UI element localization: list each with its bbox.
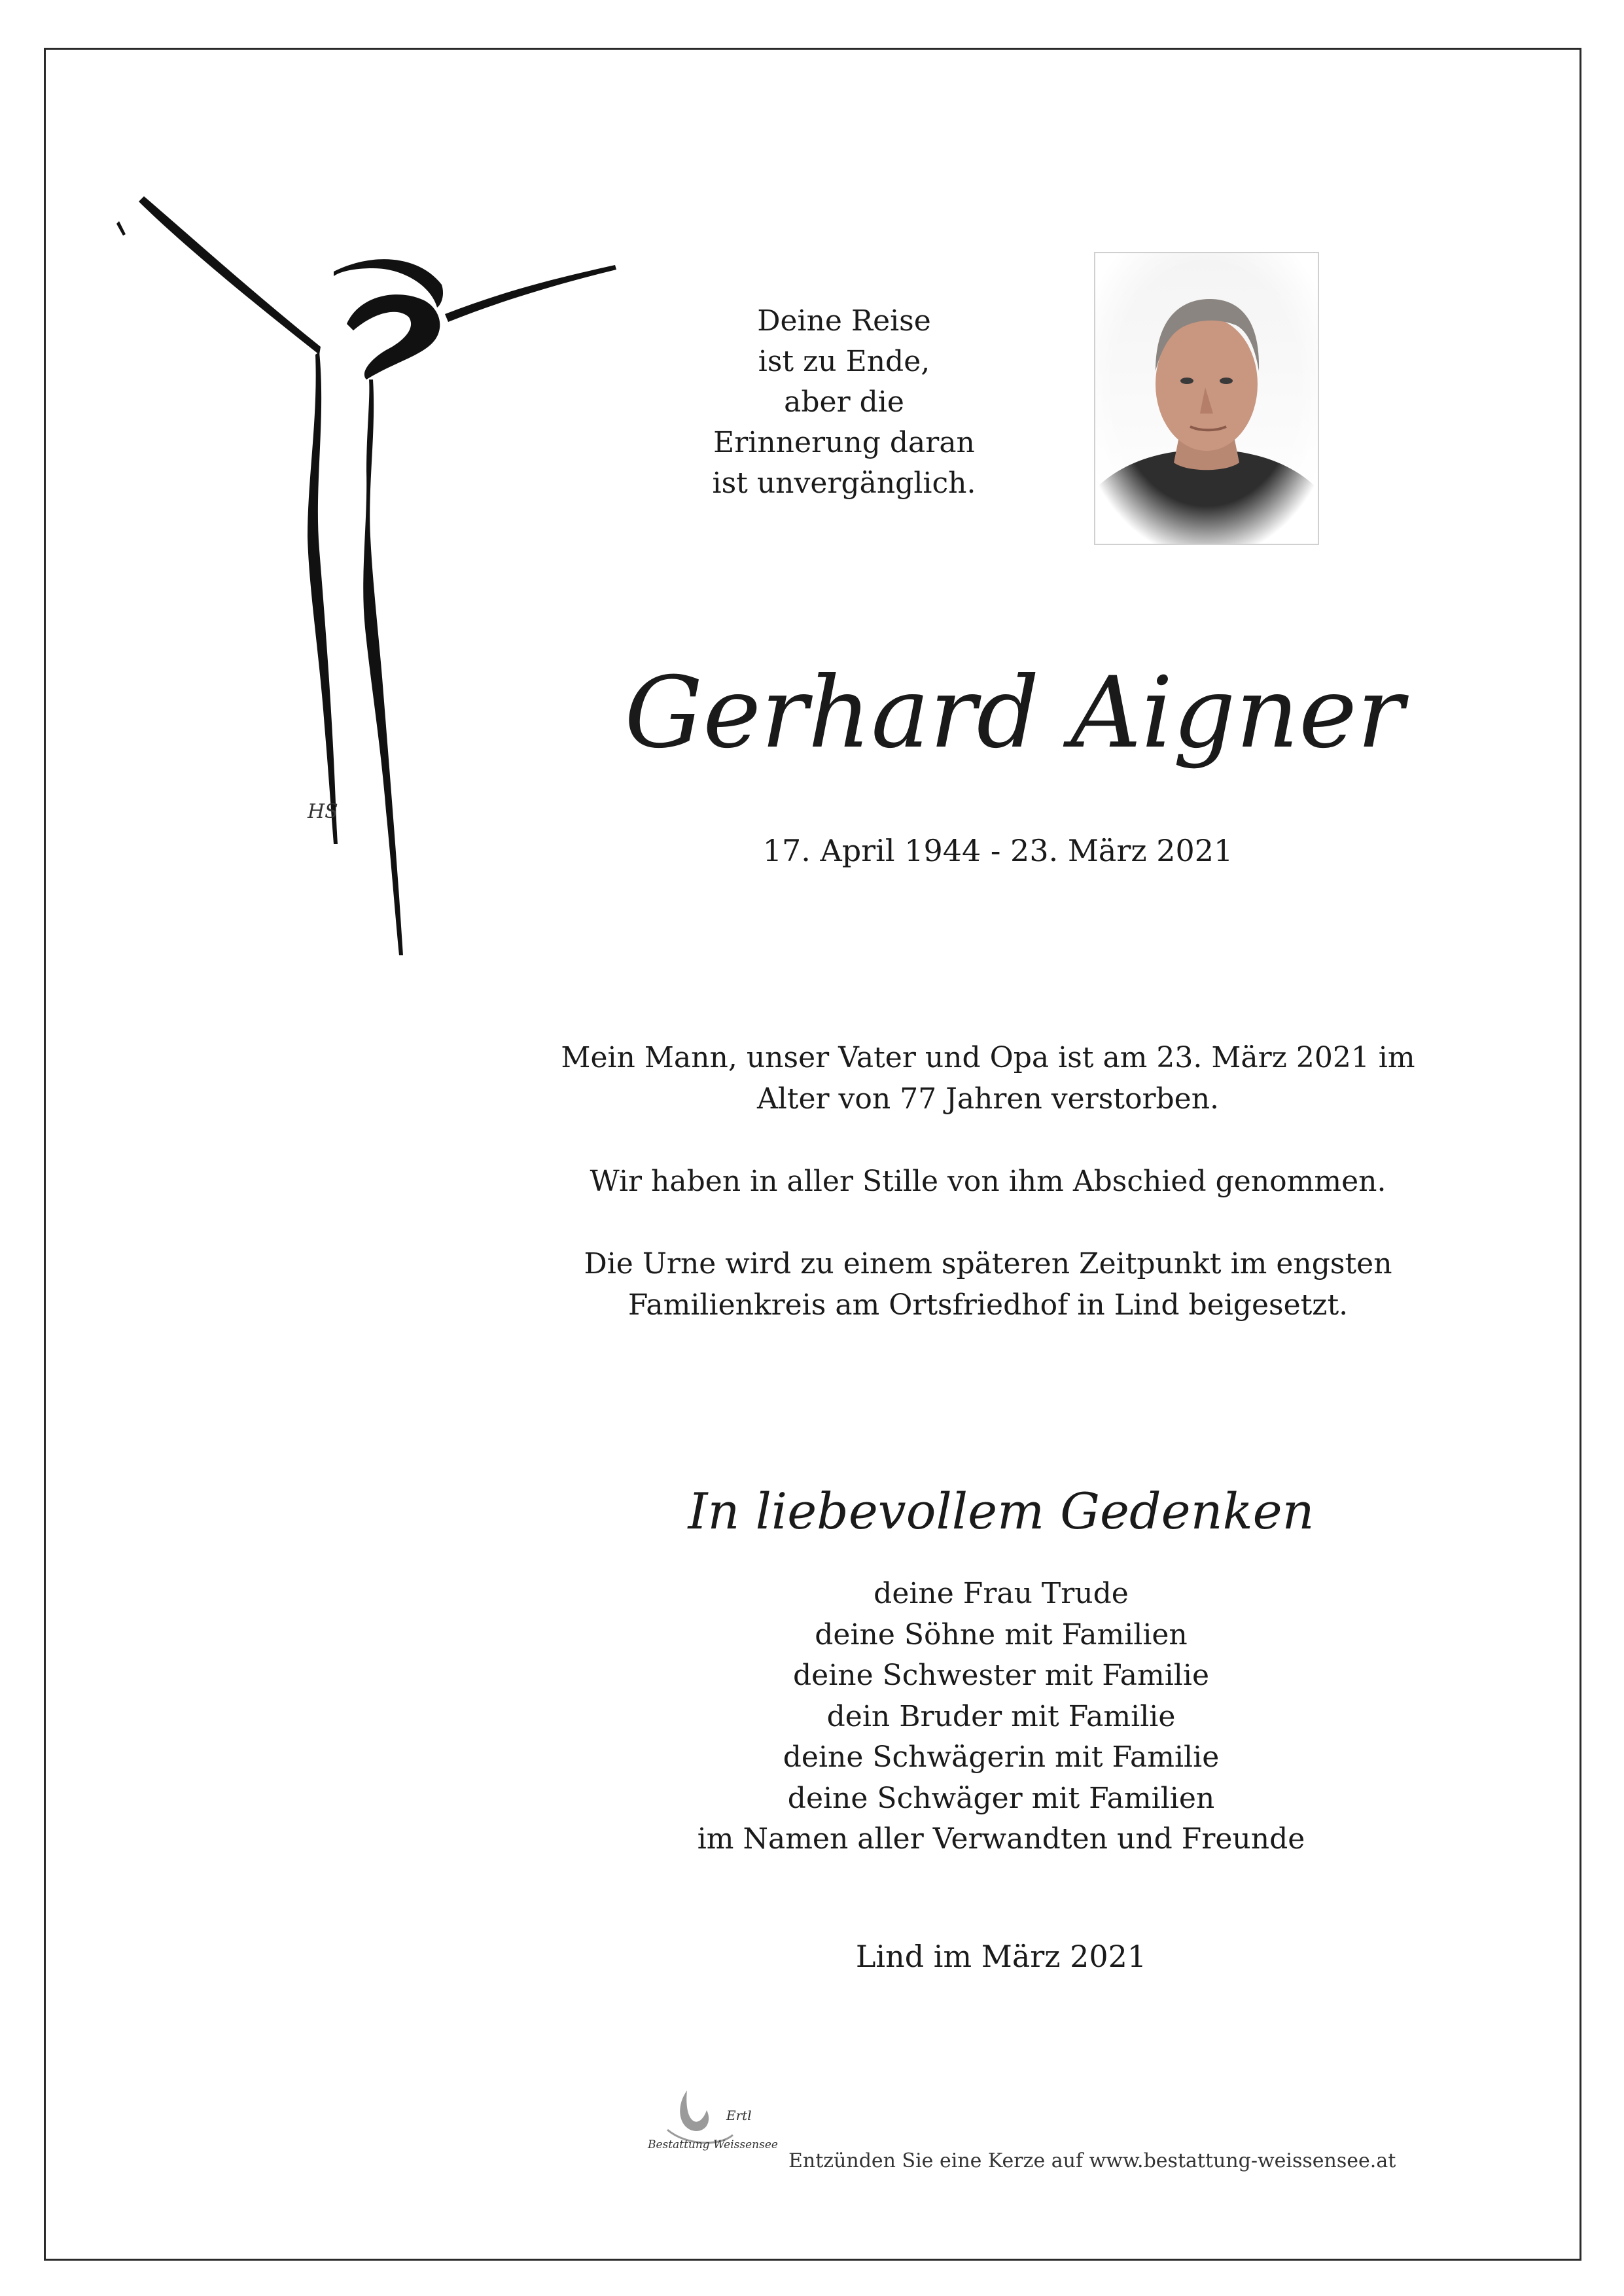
memory-heading: In liebevollem Gedenken [688,1482,1315,1540]
deceased-portrait [1094,252,1319,545]
logo-text-top: Ertl [726,2108,752,2123]
announcement-line: Mein Mann, unser Vater und Opa ist am 23. März 2021 im [561,1041,1415,1074]
announcement-paragraph [543,1243,1433,1326]
announcement-line: Alter von 77 Jahren verstorben. [756,1082,1220,1116]
mourner-line: deine Schwester mit Familie [792,1659,1209,1692]
quote-line: ist zu Ende, [758,345,930,378]
crucifix-tick [116,221,126,236]
crucifix-head [347,294,440,380]
quote-line: Erinnerung daran [713,426,975,459]
announcement-paragraph [543,1161,1433,1202]
artist-signature: HS [308,800,338,823]
crucifix-body-right [363,380,403,955]
announcement-line: Die Urne wird zu einem späteren Zeitpunkt im engsten [584,1247,1392,1280]
life-dates: 17. April 1944 - 23. März 2021 [762,833,1233,868]
logo-mark [680,2091,709,2131]
quote-block [615,301,1073,504]
crucifix-right-arm [445,265,616,322]
deceased-name: Gerhard Aigner [624,656,1404,770]
announcement-line: Familienkreis am Ortsfriedhof in Lind beigesetzt. [627,1288,1349,1322]
logo-text-bottom: Bestattung Weissensee [648,2138,778,2151]
mourners-list [589,1574,1413,1860]
mourner-line: deine Schwägerin mit Familie [783,1740,1220,1774]
footer-candle-text: Entzünden Sie eine Kerze auf www.bestattung-weissensee.at [788,2149,1396,2172]
quote-line: Deine Reise [757,304,931,338]
mourner-line: deine Frau Trude [874,1577,1129,1610]
portrait-photo [1095,253,1318,544]
mourner-line: deine Söhne mit Familien [815,1617,1188,1651]
quote-line: aber die [784,385,904,419]
place-date: Lind im März 2021 [855,1939,1147,1974]
announcement-text [543,1037,1433,1367]
crucifix-left-arm [139,196,321,355]
crucifix-body-left [308,352,338,844]
quote-line: ist unvergänglich. [712,467,976,500]
mourner-line: deine Schwäger mit Familien [787,1781,1215,1815]
crucifix-artwork [111,183,635,962]
announcement-paragraph [543,1037,1433,1120]
mourner-line: im Namen aller Verwandten und Freunde [697,1822,1305,1856]
funeral-home-logo [641,2084,785,2156]
announcement-line: Wir haben in aller Stille von ihm Abschied genommen. [590,1165,1386,1198]
mourner-line: dein Bruder mit Familie [826,1699,1176,1733]
